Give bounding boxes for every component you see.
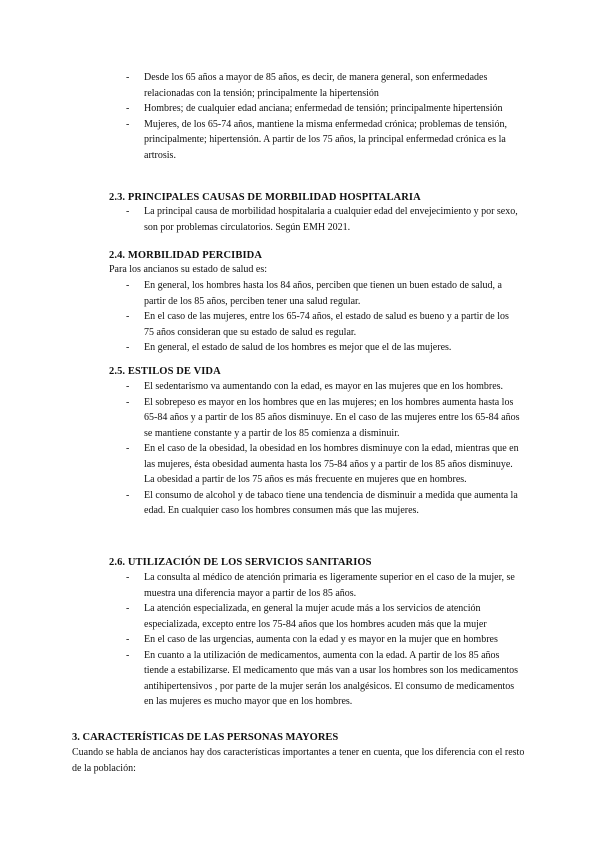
section-2-4-list-block (0, 278, 520, 356)
list-item: - En el caso de las mujeres, entre los 65-74 años, el estado de salud es bueno y a partir de los 75 años consideran que su estado de salud es regular. (0, 309, 520, 340)
intro-list-block (0, 70, 520, 163)
section-heading-2-4: 2.4. MORBILIDAD PERCIBIDA (109, 250, 263, 261)
list-item: - En cuanto a la utilización de medicamentos, aumenta con la edad. A partir de los 85 años tiende a estabilizarse. El medicamento que más van a usar los hombres son los medicamentos antihipertensivos , por parte de la mujer serán los analgésicos. El consumo de medicamentos en las mujeres es mucho mayor que en los hombres. (0, 648, 520, 710)
list-item: - Mujeres, de los 65-74 años, mantiene la misma enfermedad crónica; problemas de tensión, principalmente; hipertensión. A partir de los 75 años, la principal enfermedad crónica es la artrosis. (0, 117, 520, 164)
list-item: - El sobrepeso es mayor en los hombres que en las mujeres; en los hombres aumenta hasta los 65-84 años y a partir de los 85 años disminuye. En el caso de las mujeres entre los 65-84 años se mantiene constante y a partir de los 85 comienza a disminuir. (0, 395, 520, 442)
intro-list (0, 70, 520, 163)
list-item: - En el caso de la obesidad, la obesidad en los hombres disminuye con la edad, mientras que en las mujeres, ésta obesidad aumenta hasta los 75-84 años y a partir de los 85 años disminuye. La obesidad a partir de los 75 años es más frecuente en mujeres que en hombres. (0, 441, 520, 488)
list-item: - En el caso de las urgencias, aumenta con la edad y es mayor en la mujer que en hombres (0, 632, 520, 648)
chapter-heading-3: 3. CARACTERÍSTICAS DE LAS PERSONAS MAYORES (72, 732, 339, 743)
section-heading-2-3: 2.3. PRINCIPALES CAUSAS DE MORBILIDAD HOSPITALARIA (109, 192, 421, 203)
list-item: - La principal causa de morbilidad hospitalaria a cualquier edad del envejecimiento y por sexo, son por problemas circulatorios. Según EMH 2021. (0, 204, 520, 235)
list-item: - El sedentarismo va aumentando con la edad, es mayor en las mujeres que en los hombres. (0, 379, 520, 395)
list-item: - Hombres; de cualquier edad anciana; enfermedad de tensión; principalmente hipertensión (0, 101, 520, 117)
section-2-5-list (0, 379, 520, 519)
section-heading-2-5: 2.5. ESTILOS DE VIDA (109, 366, 221, 377)
chapter-3-intro: Cuando se habla de ancianos hay dos características importantes a tener en cuenta, que los diferencia con el resto de la población: (72, 747, 525, 774)
section-heading-2-6: 2.6. UTILIZACIÓN DE LOS SERVICIOS SANITARIOS (109, 557, 372, 568)
section-2-6-list (0, 570, 520, 710)
section-2-6-list-block (0, 570, 520, 710)
list-item: - El consumo de alcohol y de tabaco tiene una tendencia de disminuir a medida que aumenta la edad. En cualquier caso los hombres consumen más que las mujeres. (0, 488, 520, 519)
section-2-3-list-block (0, 204, 520, 235)
list-item: - En general, el estado de salud de los hombres es mejor que el de las mujeres. (0, 340, 520, 356)
list-item: - La atención especializada, en general la mujer acude más a los servicios de atención especializada, excepto entre los 75-84 años que los hombres acuden más que la mujer (0, 601, 520, 632)
list-item: - Desde los 65 años a mayor de 85 años, es decir, de manera general, son enfermedades relacionadas con la tensión; principalmente la hipertensión (0, 70, 520, 101)
list-item: - En general, los hombres hasta los 84 años, perciben que tienen un buen estado de salud, a partir de los 85 años, perciben tener una salud regular. (0, 278, 520, 309)
section-2-3-list (0, 204, 520, 235)
section-2-4-list (0, 278, 520, 356)
section-2-5-list-block (0, 379, 520, 519)
section-2-4-intro: Para los ancianos su estado de salud es: (109, 264, 268, 275)
list-item: - La consulta al médico de atención primaria es ligeramente superior en el caso de la mujer, se muestra una diferencia mayor a partir de los 85 años. (0, 570, 520, 601)
